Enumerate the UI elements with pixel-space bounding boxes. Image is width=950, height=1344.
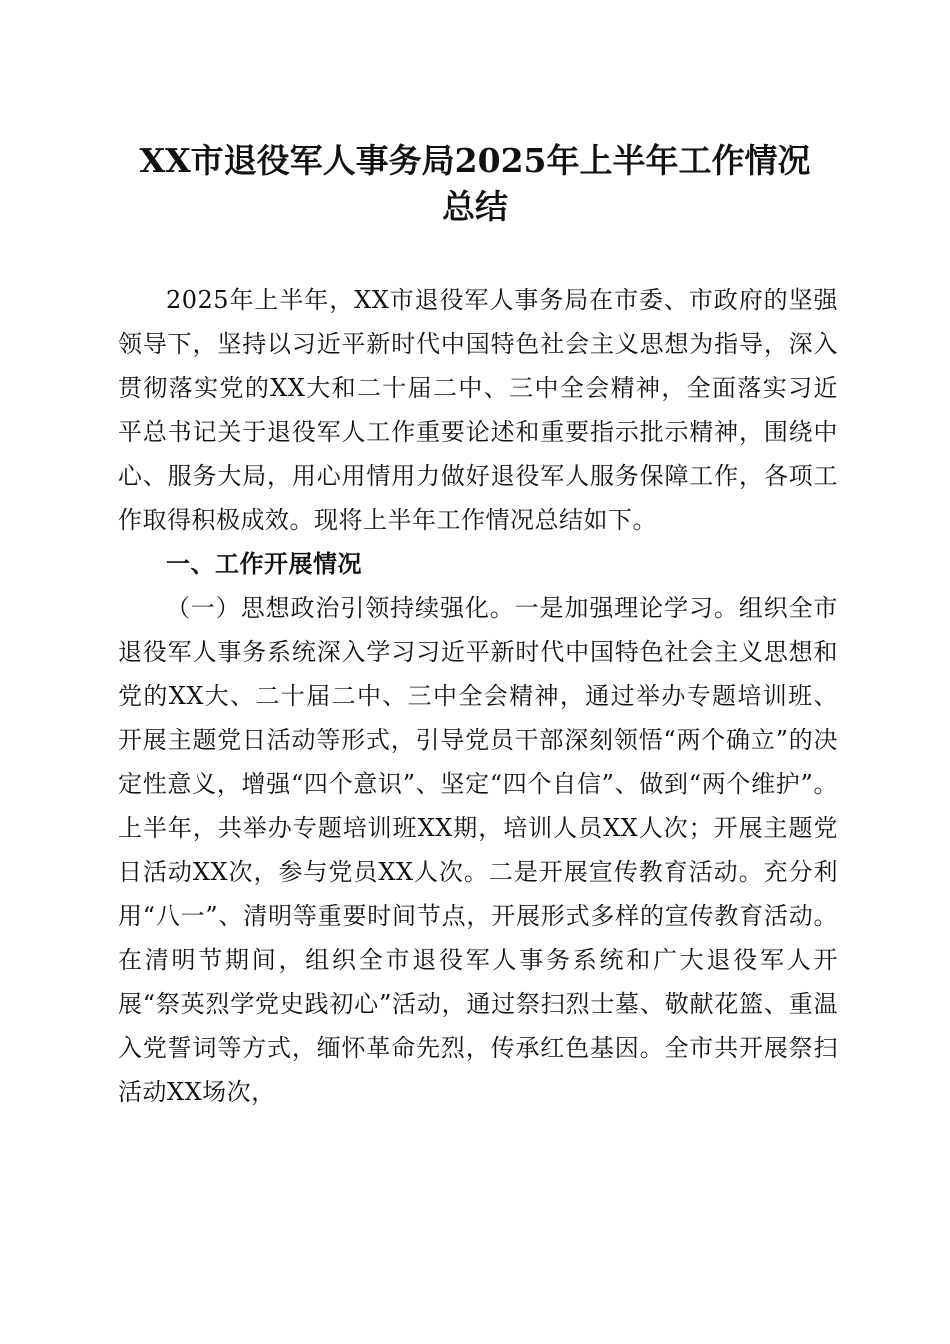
- title-line-1: XX市退役军人事务局2025年上半年工作情况: [139, 141, 811, 180]
- document-body: [118, 278, 838, 1114]
- subsection-body: 一是加强理论学习。组织全市退役军人事务系统深入学习习近平新时代中国特色社会主义思想和党的XX大、二十届二中、三中全会精神，通过举办专题培训班、开展主题党日活动等形式，引导党员干部深刻领悟“两个确立”的决定性意义，增强“四个意识”、坚定“四个自信”、做到“两个维护”。上半年，共举办专题培训班XX期，培训人员XX人次；开展主题党日活动XX次，参与党员XX人次。二是开展宣传教育活动。充分利用“八一”、清明等重要时间节点，开展形式多样的宣传教育活动。在清明节期间，组织全市退役军人事务系统和广大退役军人开展“祭英烈学党史践初心”活动，通过祭扫烈士墓、敬献花篮、重温入党誓词等方式，缅怀革命先烈，传承红色基因。全市共开展祭扫活动XX场次，: [118, 594, 839, 1106]
- section-heading: 一、工作开展情况: [166, 550, 362, 578]
- subsection-lead: （一）思想政治引领持续强化。: [166, 594, 515, 622]
- intro-paragraph: 2025年上半年，XX市退役军人事务局在市委、市政府的坚强领导下，坚持以习近平新时代中国特色社会主义思想为指导，深入贯彻落实党的XX大和二十届二中、三中全会精神，全面落实习近平总书记关于退役军人工作重要论述和重要指示批示精神，围绕中心、服务大局，用心用情用力做好退役军人服务保障工作，各项工作取得积极成效。现将上半年工作情况总结如下。: [118, 286, 838, 534]
- subsection-paragraph: [118, 586, 838, 1114]
- title-line-2: 总结: [442, 187, 508, 226]
- document-title: [110, 138, 840, 230]
